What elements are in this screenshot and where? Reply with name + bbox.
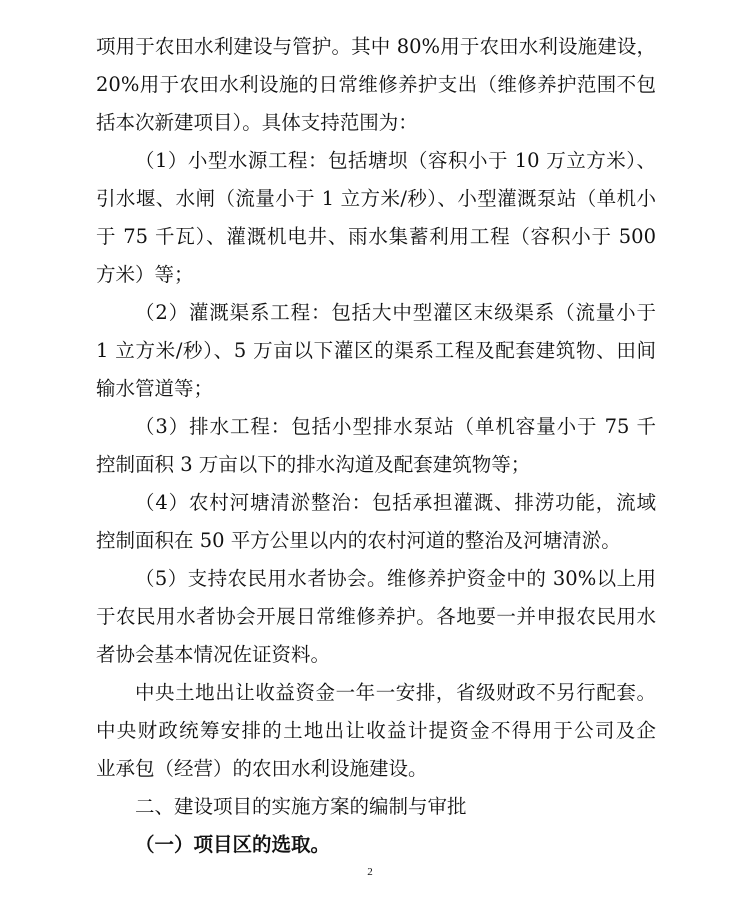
paragraph-line: 括本次新建项目）。具体支持范围为： (96, 111, 418, 134)
section-heading: 二、建设项目的实施方案的编制与审批 (135, 795, 467, 818)
paragraph-line: 于 75 千瓦）、灌溉机电井、雨水集蓄利用工程（容积小于 500 (96, 225, 656, 248)
paragraph-line: 中央土地出让收益资金一年一安排，省级财政不另行配套。 (135, 681, 656, 704)
subsection-heading: （一）项目区的选取。 (135, 833, 331, 856)
paragraph-line: 控制面积在 50 平方公里以内的农村河道的整治及河塘清淤。 (96, 529, 621, 552)
paragraph-line: 业承包（经营）的农田水利设施建设。 (96, 757, 428, 780)
paragraph-line: 控制面积 3 万亩以下的排水沟道及配套建筑物等； (96, 453, 531, 476)
paragraph-line: 项用于农田水利建设与管护。其中 80%用于农田水利设施建设， (96, 35, 656, 58)
paragraph-line: （3）排水工程：包括小型排水泵站（单机容量小于 75 千 (135, 415, 656, 438)
paragraph-line: （5）支持农民用水者协会。维修养护资金中的 30%以上用 (135, 567, 656, 590)
paragraph-line: 20%用于农田水利设施的日常维修养护支出（维修养护范围不包 (96, 73, 656, 96)
paragraph-line: 者协会基本情况佐证资料。 (96, 643, 331, 666)
paragraph-line: 中央财政统筹安排的土地出让收益计提资金不得用于公司及企 (96, 719, 656, 742)
paragraph-line: 引水堰、水闸（流量小于 1 立方米/秒）、小型灌溉泵站（单机小 (96, 187, 656, 210)
paragraph-line: （2）灌溉渠系工程：包括大中型灌区末级渠系（流量小于 (135, 301, 656, 324)
paragraph-line: （4）农村河塘清淤整治：包括承担灌溉、排涝功能，流域 (135, 491, 656, 514)
paragraph-line: 方米）等； (96, 263, 194, 286)
paragraph-line: 输水管道等； (96, 377, 214, 400)
page-number: 2 (367, 866, 373, 878)
paragraph-line: （1）小型水源工程：包括塘坝（容积小于 10 万立方米）、 (135, 149, 656, 172)
paragraph-line: 于农民用水者协会开展日常维修养护。各地要一并申报农民用水 (96, 605, 656, 628)
paragraph-line: 1 立方米/秒）、5 万亩以下灌区的渠系工程及配套建筑物、田间 (96, 339, 656, 362)
